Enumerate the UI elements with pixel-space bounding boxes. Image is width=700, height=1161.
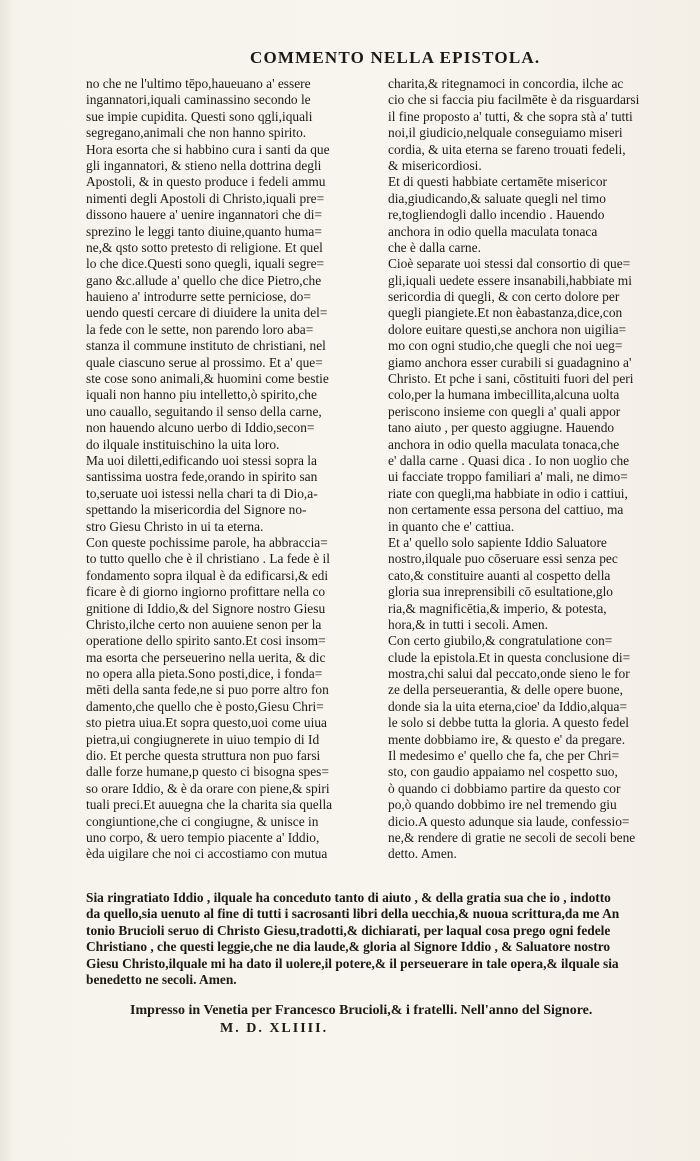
text-line: èda uigilare che noi ci accostiamo con mutua: [86, 846, 328, 862]
text-line: ne,& qsto sotto pretesto di religione. Et quel: [86, 239, 323, 255]
text-line: ria,& magnificētia,& imperio, & potesta,: [388, 600, 607, 616]
text-line: re,togliendogli dallo incendio . Hauendo: [388, 207, 605, 223]
text-line: cio che si faccia piu facilmēte è da risguardarsi: [388, 92, 640, 108]
text-line: ma esorta che perseuerino nella uerita, & dic: [86, 649, 326, 665]
text-line: Ma uoi diletti,edificando uoi stessi sopra la: [86, 452, 317, 468]
text-line: segregano,animali che non hanno spirito.: [86, 125, 307, 141]
closing-paragraph: [86, 890, 676, 988]
text-line: gnitione di Iddio,& del Signore nostro Giesu: [86, 600, 326, 616]
text-line: stro Giesu Christo in ui ta eterna.: [86, 518, 264, 534]
text-line: gli ingannatori, & stieno nella dottrina degli: [86, 157, 322, 173]
text-line: sericordia di quegli, & con certo dolore per: [388, 289, 620, 305]
text-line: noi,il giudicio,nelquale conseguiamo miseri: [388, 125, 623, 141]
text-line: ingannatori,iquali caminassino secondo le: [86, 92, 311, 108]
text-line: Christo. Et pche i sani, cōstituiti fuori del peri: [388, 371, 634, 387]
text-line: Christo,ilche certo non auuiene senon per la: [86, 616, 322, 632]
text-line: riate con quegli,ma habbiate in odio i cattiui,: [388, 485, 628, 501]
text-line: tano aiuto , per questo aggiugne. Hauendo: [388, 420, 615, 436]
right-text-column: [388, 76, 672, 863]
text-line: mostra,chi salui dal peccato,onde sieno le for: [388, 666, 630, 682]
text-line: pietra,ui congiugnerete in uiuo tempio di Id: [86, 731, 320, 747]
text-line: no che ne l'ultimo tēpo,haueuano a' essere: [86, 76, 311, 91]
text-line: sprezino le leggi tanto diuine,quanto huma=: [86, 223, 322, 239]
text-line: sto, con gaudio appaiamo nel cospetto suo,: [388, 764, 618, 780]
text-line: sue impie cupidita. Questi sono qgli,iquali: [86, 108, 313, 124]
text-line: ne,& rendere di gratie ne secoli de secoli bene: [388, 829, 636, 845]
text-line: dia,giudicando,& saluate quegli nel timo: [388, 190, 606, 206]
text-line: non hauendo alcuno uerbo di Iddio,secon=: [86, 420, 315, 436]
text-line: Apostoli, & in questo produce i fedeli ammu: [86, 174, 326, 190]
text-line: quale ciascuno serue al prossimo. Et a' que=: [86, 354, 323, 370]
text-line: dissono hauere a' uenire ingannatori che di=: [86, 207, 323, 223]
text-line: operatione dello spirito santo.Et cosi insom=: [86, 633, 326, 649]
text-line: fondamento sopra ilqual è da edificarsi,& edi: [86, 567, 329, 583]
text-line: charita,& ritegnamoci in concordia, ilche ac: [388, 76, 624, 91]
text-line: ste cose sono animali,& huomini come bestie: [86, 371, 329, 387]
text-line: mente dobbiamo ire, & questo e' da pregare.: [388, 731, 626, 747]
text-line: donde sia la uita eterna,cioe' da Iddio,alqua=: [388, 698, 627, 714]
text-line: anchora in odio quella maculata tonaca: [388, 223, 598, 239]
text-line: dolore euitare questi,se anchora non uigilia=: [388, 321, 627, 337]
text-line: & misericordiosi.: [388, 157, 482, 173]
running-header: COMMENTO NELLA EPISTOLA.: [250, 48, 541, 67]
text-line: non certamente essa persona del cattiuo, ma: [388, 502, 624, 518]
text-line: cato,& constituire auanti al cospetto della: [388, 567, 611, 583]
text-line: dicio.A questo adunque sia laude, confessio=: [388, 813, 630, 829]
text-line: la fede con le sette, non parendo loro aba=: [86, 321, 314, 337]
colophon: [130, 1002, 670, 1038]
text-line: Con queste pochissime parole, ha abbraccia=: [86, 534, 328, 550]
text-line: do ilquale instituischino la uita loro.: [86, 436, 280, 452]
text-line: santissima uostra fede,orando in spirito san: [86, 469, 318, 485]
text-line: spettando la misericordia del Signore no-: [86, 502, 307, 518]
text-line: quegli piangiete.Et non èabastanza,dice,con: [388, 305, 623, 321]
text-line: colo,per la humana imbecillita,alcuna uolta: [388, 387, 620, 403]
text-line: iquali non hanno piu intelletto,ò spirito,che: [86, 387, 317, 403]
text-line: uno corpo, & uero tempio piacente a' Iddio,: [86, 829, 320, 845]
text-line: Giesu Christo,ilquale mi ha dato il uolere,il potere,& il perseuerare in tale opera,& ilquale sia: [86, 955, 619, 971]
text-line: gli,iquali uedete essere insanabili,habbiate mi: [388, 272, 632, 288]
text-line: Christiano , che questi leggie,che ne dia laude,& gloria al Signore Iddio , & Saluatore nostro: [86, 939, 611, 955]
text-line: gloria sua inreprensibili cō esultatione,glo: [388, 584, 613, 600]
text-line: uno cauallo, seguitando il senso della carne,: [86, 403, 322, 419]
text-line: sto pietra uiua.Et sopra questo,uoi come uiua: [86, 715, 327, 731]
text-line: anchora in odio quella maculata tonaca,che: [388, 436, 620, 452]
text-line: so orare Iddio, & è da orare con piene,& spiri: [86, 780, 330, 796]
text-line: Il medesimo e' quello che fa, che per Chri=: [388, 748, 620, 764]
colophon-imprint-line: Impresso in Venetia per Francesco Brucioli,& i fratelli. Nell'anno del Signore.: [130, 1003, 593, 1018]
text-line: dalle forze humane,p questo ci bisogna spes=: [86, 764, 329, 780]
text-line: ze della perseuerantia, & delle opere buone,: [388, 682, 623, 698]
text-line: gano &c.allude a' quello che dice Pietro,che: [86, 272, 322, 288]
text-line: no opera alla pieta.Sono posti,dice, i fonda=: [86, 666, 323, 682]
text-line: congiuntione,che ci congiugne, & unisce in: [86, 813, 319, 829]
text-line: in quanto che e' cattiua.: [388, 518, 515, 534]
text-line: Cioè separate uoi stessi dal consortio di que=: [388, 256, 631, 272]
text-line: damento,che quello che è posto,Giesu Chri=: [86, 698, 324, 714]
text-line: to tutto quello che è il christiano . La fede è il: [86, 551, 330, 567]
text-line: tuali preci.Et auuegna che la charita sia quella: [86, 797, 333, 813]
text-line: da quello,sia uenuto al fine di tutti i sacrosanti libri della uecchia,& nuoua scrittura,da me An: [86, 906, 620, 922]
text-line: Hora esorta che si habbino cura i santi da que: [86, 141, 330, 157]
text-line: il fine proposto a' tutti, & che sopra stà a' tutti: [388, 108, 633, 124]
text-line: ò quando ci dobbiamo partire da questo cor: [388, 780, 621, 796]
text-line: to,seruate uoi istessi nella chari ta di Dio,a-: [86, 485, 318, 501]
text-line: giamo anchora esser curabili si guadagnino a': [388, 354, 632, 370]
text-line: periscono insieme con quegli a' quali appor: [388, 403, 621, 419]
text-line: nimenti degli Apostoli di Christo,iquali pre=: [86, 190, 325, 206]
text-line: nostro,ilquale puo cōseruare essi senza pec: [388, 551, 618, 567]
text-line: e' dalla carne . Quasi dica . Io non uoglio che: [388, 452, 630, 468]
text-line: le solo si debbe tutta la gloria. A questo fedel: [388, 715, 629, 731]
text-line: hauieno a' introdurre sette perniciose, do=: [86, 289, 311, 305]
text-line: benedetto ne secoli. Amen.: [86, 971, 237, 987]
text-line: cordia, & uita eterna se fareno trouati fedeli,: [388, 141, 626, 157]
text-line: Con certo giubilo,& congratulatione con=: [388, 633, 613, 649]
text-line: tonio Brucioli seruo di Christo Giesu,tradotti,& dichiarati, per laqual cosa prego ogni fedele: [86, 922, 611, 938]
text-line: lo che dice.Questi sono quegli, iquali segre=: [86, 256, 325, 272]
text-line: detto. Amen.: [388, 846, 457, 862]
text-line: Et a' quello solo sapiente Iddio Saluatore: [388, 534, 607, 550]
colophon-year: M. D. XLIIII.: [220, 1021, 329, 1036]
text-line: uendo questi cercare di diuidere la unita del=: [86, 305, 328, 321]
left-text-column: [86, 76, 376, 863]
text-line: hora,& in tutti i secoli. Amen.: [388, 616, 548, 632]
text-line: Et di questi habbiate certamēte misericor: [388, 174, 607, 190]
text-line: stanza il commune instituto de christiani, nel: [86, 338, 326, 354]
text-line: mēti della santa fede,ne si puo porre altro fon: [86, 682, 329, 698]
text-line: po,ò quando dobbimo ire nel tremendo giu: [388, 797, 617, 813]
text-line: dio. Et perche questa struttura non puo farsi: [86, 748, 321, 764]
text-line: clude la epistola.Et in questa conclusione di=: [388, 649, 631, 665]
text-line: ficare è di giorno ingiorno profittare nella co: [86, 584, 326, 600]
text-line: ui facciate troppo familiari a' mali, ne dimo=: [388, 469, 628, 485]
text-line: Sia ringratiato Iddio , ilquale ha conceduto tanto di aiuto , & della gratia sua che io , indotto: [86, 890, 611, 905]
text-line: che è dalla carne.: [388, 239, 481, 255]
text-line: mo con ogni studio,che quegli che noi ueg=: [388, 338, 623, 354]
